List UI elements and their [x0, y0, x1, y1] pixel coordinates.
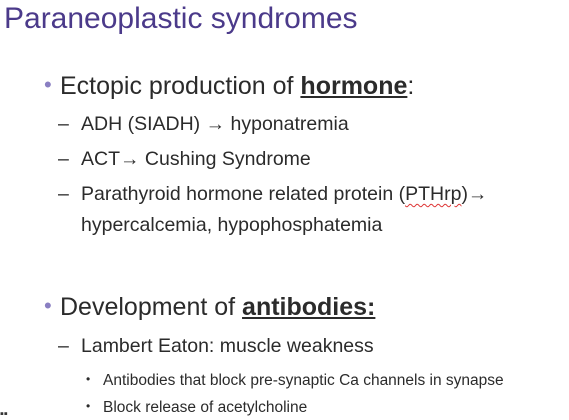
- dash-icon: –: [58, 113, 69, 135]
- list-item-text: Lambert Eaton: muscle weakness: [81, 335, 374, 357]
- list-item-lambert-eaton: [58, 331, 374, 362]
- spellcheck-word: PTHrp: [405, 183, 462, 205]
- dash-icon: –: [58, 148, 69, 170]
- heading-keyword: hormone: [300, 72, 408, 100]
- corner-artifact: ▪▪: [0, 408, 8, 420]
- heading-prefix: Development of: [60, 293, 243, 321]
- subitem-text: Antibodies that block pre-synaptic Ca channels in synapse: [103, 372, 504, 389]
- dash-icon: –: [58, 335, 69, 357]
- small-bullet-icon: •: [86, 399, 91, 413]
- list-item-adh: [58, 109, 349, 140]
- subitem-text: Block release of acetylcholine: [103, 399, 308, 416]
- slide-title: Paraneoplastic syndromes: [4, 2, 358, 35]
- subitem-antibodies-block: [86, 368, 504, 392]
- bullet-icon: •: [44, 293, 52, 318]
- list-item-pthrp: [58, 179, 487, 241]
- small-bullet-icon: •: [86, 372, 91, 386]
- subitem-block-release: [86, 395, 307, 419]
- heading-keyword: antibodies:: [242, 293, 376, 321]
- list-item-text-after: )→: [461, 183, 488, 205]
- heading-suffix: :: [407, 72, 415, 100]
- list-item-text: ADH (SIADH) → hyponatremia: [81, 113, 349, 135]
- list-item-act: [58, 144, 311, 175]
- list-item-text: ACT→ Cushing Syndrome: [81, 148, 311, 170]
- section-heading-hormone: [44, 70, 414, 101]
- list-item-continuation: hypercalcemia, hypophosphatemia: [81, 214, 383, 236]
- dash-icon: –: [58, 183, 69, 205]
- list-item-text: Parathyroid hormone related protein (: [81, 183, 406, 205]
- heading-prefix: Ectopic production of: [60, 72, 301, 100]
- section-heading-antibodies: [44, 291, 375, 322]
- bullet-icon: •: [44, 72, 52, 97]
